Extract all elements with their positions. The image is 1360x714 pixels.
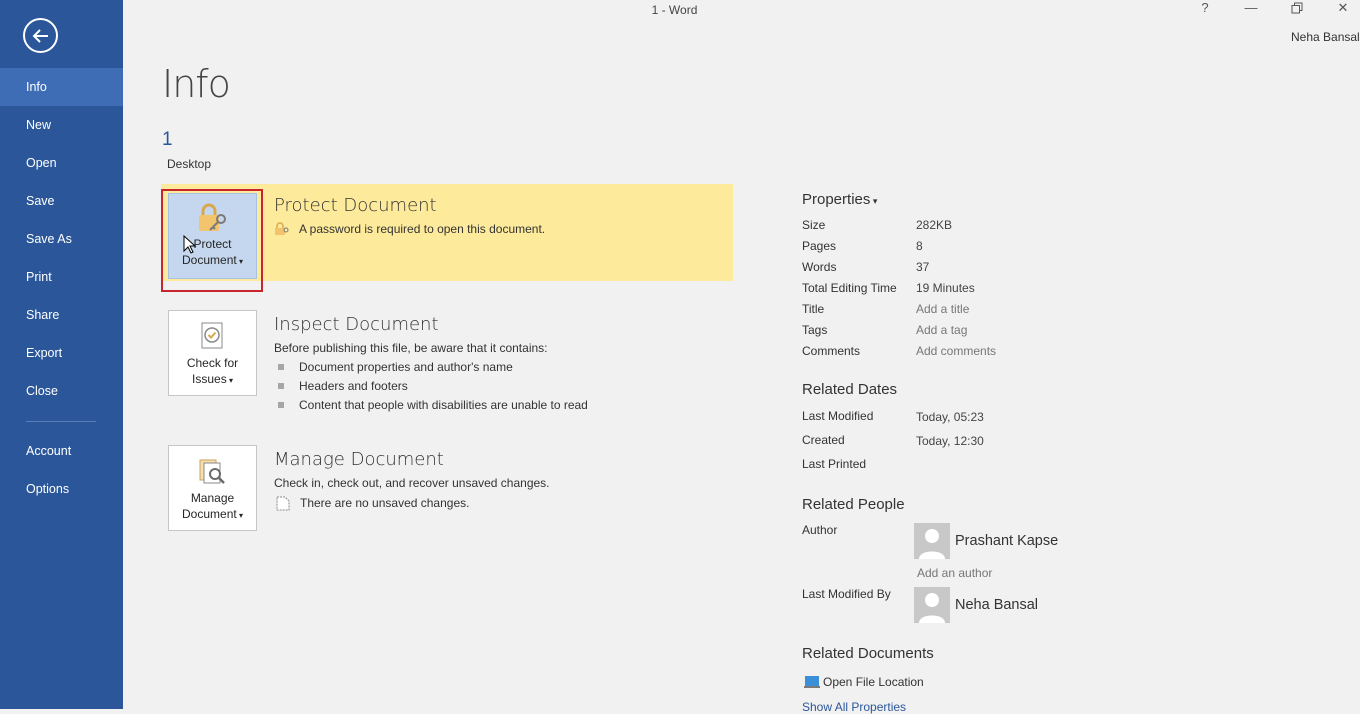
nav-options[interactable]: Options [26, 482, 70, 496]
folder-icon [804, 675, 820, 689]
author-label: Author [802, 523, 838, 537]
protect-tile-line2: Document [182, 253, 237, 267]
window-title: 1 - Word [651, 3, 698, 17]
document-name: 1 [162, 129, 173, 150]
tags-field[interactable]: Add a tag [916, 323, 968, 337]
inspect-tile-line2: Issues [192, 372, 227, 386]
person-icon [914, 523, 950, 559]
manage-document-title: Manage Document [274, 449, 444, 470]
prop-label: Size [802, 218, 826, 232]
nav-share[interactable]: Share [26, 308, 60, 322]
protect-description: A password is required to open this document. [299, 222, 546, 236]
inspect-bullet [299, 398, 588, 412]
prop-label: Words [802, 260, 837, 274]
last-modified-by-name[interactable]: Neha Bansal [955, 597, 1039, 613]
back-arrow-icon [31, 26, 51, 46]
person-icon [914, 587, 950, 623]
prop-label: Last Printed [802, 457, 867, 471]
related-dates-heading: Related Dates [802, 381, 898, 398]
manage-document-icon [197, 456, 229, 488]
prop-value: Today, 05:23 [916, 410, 984, 424]
protect-document-title: Protect Document [274, 195, 437, 216]
prop-value: 37 [916, 260, 930, 274]
bullet-square-icon [278, 383, 284, 389]
inspect-tile-line1: Check for [186, 356, 239, 370]
prop-label: Last Modified [802, 409, 874, 423]
manage-document-button[interactable] [168, 445, 257, 531]
chevron-down-icon: ▾ [226, 376, 233, 385]
prop-value: 8 [916, 239, 923, 253]
author-avatar [914, 523, 950, 559]
help-button[interactable]: ? [1201, 0, 1209, 15]
document-location: Desktop [167, 157, 212, 171]
prop-label: Comments [802, 344, 861, 358]
restore-icon [1291, 2, 1303, 14]
inspect-bullet [299, 379, 408, 393]
signed-in-user[interactable]: Neha Bansal [1291, 30, 1360, 44]
inspect-tile-line2-wrap [169, 371, 256, 389]
properties-heading-label: Properties [802, 191, 871, 208]
backstage-sidebar [0, 0, 123, 709]
restore-button[interactable] [1287, 0, 1307, 18]
chevron-down-icon: ▾ [236, 511, 243, 520]
nav-save-as[interactable]: Save As [26, 232, 72, 246]
bullet-square-icon [278, 364, 284, 370]
protect-tile-line1: Protect [193, 237, 232, 251]
inspect-description: Before publishing this file, be aware that it contains: [274, 341, 548, 355]
prop-value: 282KB [916, 218, 953, 232]
inspect-bullet-text: Headers and footers [299, 379, 408, 393]
selection-highlight [161, 189, 263, 292]
comments-field[interactable]: Add comments [916, 344, 997, 358]
prop-label: Created [802, 433, 845, 447]
related-people-heading: Related People [802, 496, 905, 513]
prop-label: Title [802, 302, 825, 316]
prop-label: Total Editing Time [802, 281, 897, 295]
mouse-cursor-icon [183, 235, 197, 255]
prop-label: Pages [802, 239, 837, 253]
chevron-down-icon: ▾ [236, 257, 243, 266]
manage-tile-line1: Manage [190, 491, 235, 505]
add-author-link[interactable]: Add an author [917, 566, 993, 580]
prop-value: Today, 12:30 [916, 434, 984, 448]
prop-label: Tags [802, 323, 828, 337]
nav-close[interactable]: Close [26, 384, 58, 398]
nav-account[interactable]: Account [26, 444, 72, 458]
inspect-document-title: Inspect Document [274, 314, 439, 335]
open-file-location-link[interactable]: Open File Location [823, 675, 924, 689]
check-for-issues-button[interactable] [168, 310, 257, 396]
manage-status: There are no unsaved changes. [300, 496, 470, 510]
nav-open[interactable]: Open [26, 156, 57, 170]
last-modified-by-avatar [914, 587, 950, 623]
chevron-down-icon: ▾ [870, 196, 878, 206]
manage-description: Check in, check out, and recover unsaved changes. [274, 476, 550, 490]
manage-tile-line2: Document [182, 507, 237, 521]
page-title: Info [162, 62, 230, 106]
last-modified-by-label: Last Modified By [802, 587, 891, 601]
manage-tile-line2-wrap [169, 506, 256, 524]
properties-heading[interactable] [802, 191, 877, 208]
inspect-document-icon [198, 321, 228, 351]
document-small-icon [276, 496, 290, 511]
nav-export[interactable]: Export [26, 346, 63, 360]
show-all-properties-link[interactable]: Show All Properties [802, 700, 907, 714]
inspect-bullet-text: Content that people with disabilities are unable to read [299, 398, 588, 412]
inspect-bullet [299, 360, 513, 374]
minimize-button[interactable]: — [1244, 0, 1258, 15]
nav-divider [26, 421, 96, 422]
prop-value: 19 Minutes [916, 281, 975, 295]
related-documents-heading: Related Documents [802, 645, 934, 662]
back-button[interactable] [23, 18, 58, 53]
nav-print[interactable]: Print [26, 270, 52, 284]
title-field[interactable]: Add a title [916, 302, 970, 316]
nav-new[interactable]: New [26, 118, 52, 132]
author-name[interactable]: Prashant Kapse [955, 533, 1059, 549]
lock-small-icon [274, 222, 290, 236]
close-button[interactable]: ✕ [1337, 0, 1349, 15]
bullet-square-icon [278, 402, 284, 408]
nav-info[interactable]: Info [0, 68, 123, 106]
inspect-bullet-text: Document properties and author's name [299, 360, 513, 374]
nav-save[interactable]: Save [26, 194, 55, 208]
